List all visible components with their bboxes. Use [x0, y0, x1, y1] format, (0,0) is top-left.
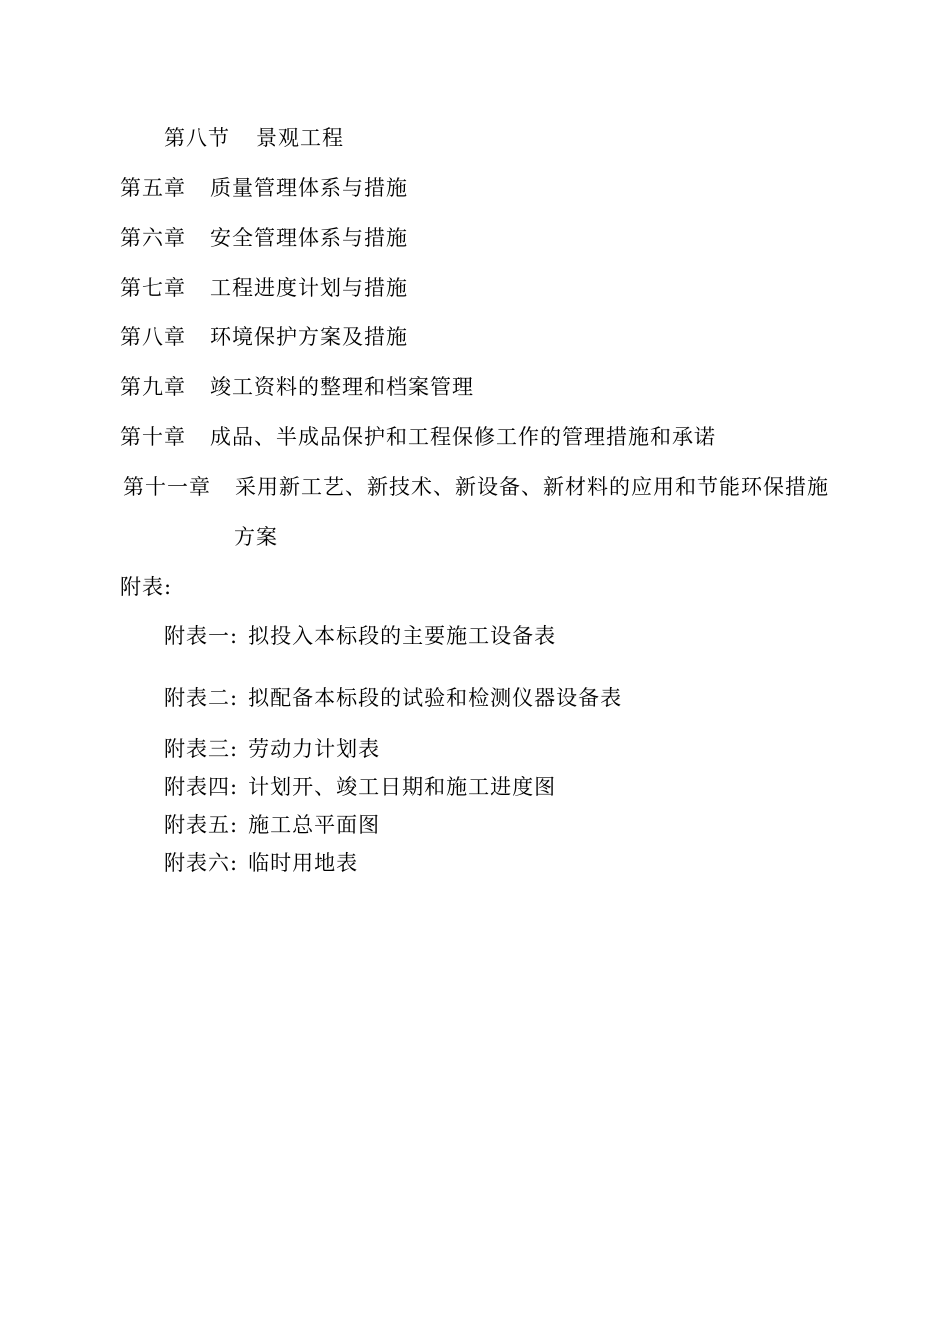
appendix-item-3 [164, 735, 380, 763]
toc-entry-chapter-9 [120, 373, 474, 401]
entry-title: 安全管理体系与措施 [210, 226, 408, 250]
toc-entry-chapter-11-continued [234, 523, 278, 551]
appendix-item-1 [164, 622, 556, 650]
appendix-label: 附表六: [164, 851, 239, 875]
appendix-label: 附表二: [164, 686, 239, 710]
toc-entry-section-8 [164, 124, 344, 152]
entry-title: 竣工资料的整理和档案管理 [210, 375, 474, 399]
toc-entry-chapter-5 [120, 174, 408, 202]
toc-entry-chapter-10 [120, 423, 716, 451]
entry-title-continued: 方案 [234, 525, 278, 549]
entry-title: 工程进度计划与措施 [210, 276, 408, 300]
entry-title: 采用新工艺、新技术、新设备、新材料的应用和节能环保措施 [235, 475, 829, 499]
toc-entry-chapter-8 [120, 323, 408, 351]
toc-entry-chapter-6 [120, 224, 408, 252]
appendix-item-2 [164, 684, 622, 712]
entry-number: 第六章 [120, 226, 186, 250]
appendix-heading-text: 附表: [120, 575, 173, 599]
appendix-label: 附表三: [164, 737, 239, 761]
appendix-title: 施工总平面图 [248, 813, 381, 837]
entry-number: 第十一章 [123, 475, 211, 499]
entry-title: 质量管理体系与措施 [210, 176, 408, 200]
appendix-title: 拟投入本标段的主要施工设备表 [248, 624, 557, 648]
entry-number: 第十章 [120, 425, 186, 449]
appendix-label: 附表四: [164, 775, 239, 799]
entry-number: 第八节 [164, 126, 230, 150]
appendix-label: 附表五: [164, 813, 239, 837]
appendix-item-4 [164, 773, 556, 801]
entry-title: 景观工程 [256, 126, 344, 150]
appendix-title: 拟配备本标段的试验和检测仪器设备表 [248, 686, 623, 710]
entry-number: 第九章 [120, 375, 186, 399]
entry-title: 成品、半成品保护和工程保修工作的管理措施和承诺 [210, 425, 716, 449]
appendix-heading [120, 573, 172, 601]
appendix-title: 计划开、竣工日期和施工进度图 [248, 775, 557, 799]
entry-number: 第七章 [120, 276, 186, 300]
toc-entry-chapter-7 [120, 274, 408, 302]
entry-number: 第八章 [120, 325, 186, 349]
appendix-item-6 [164, 849, 358, 877]
toc-entry-chapter-11 [123, 473, 829, 501]
entry-number: 第五章 [120, 176, 186, 200]
appendix-title: 临时用地表 [248, 851, 359, 875]
appendix-label: 附表一: [164, 624, 239, 648]
appendix-title: 劳动力计划表 [248, 737, 381, 761]
appendix-item-5 [164, 811, 380, 839]
entry-title: 环境保护方案及措施 [210, 325, 408, 349]
